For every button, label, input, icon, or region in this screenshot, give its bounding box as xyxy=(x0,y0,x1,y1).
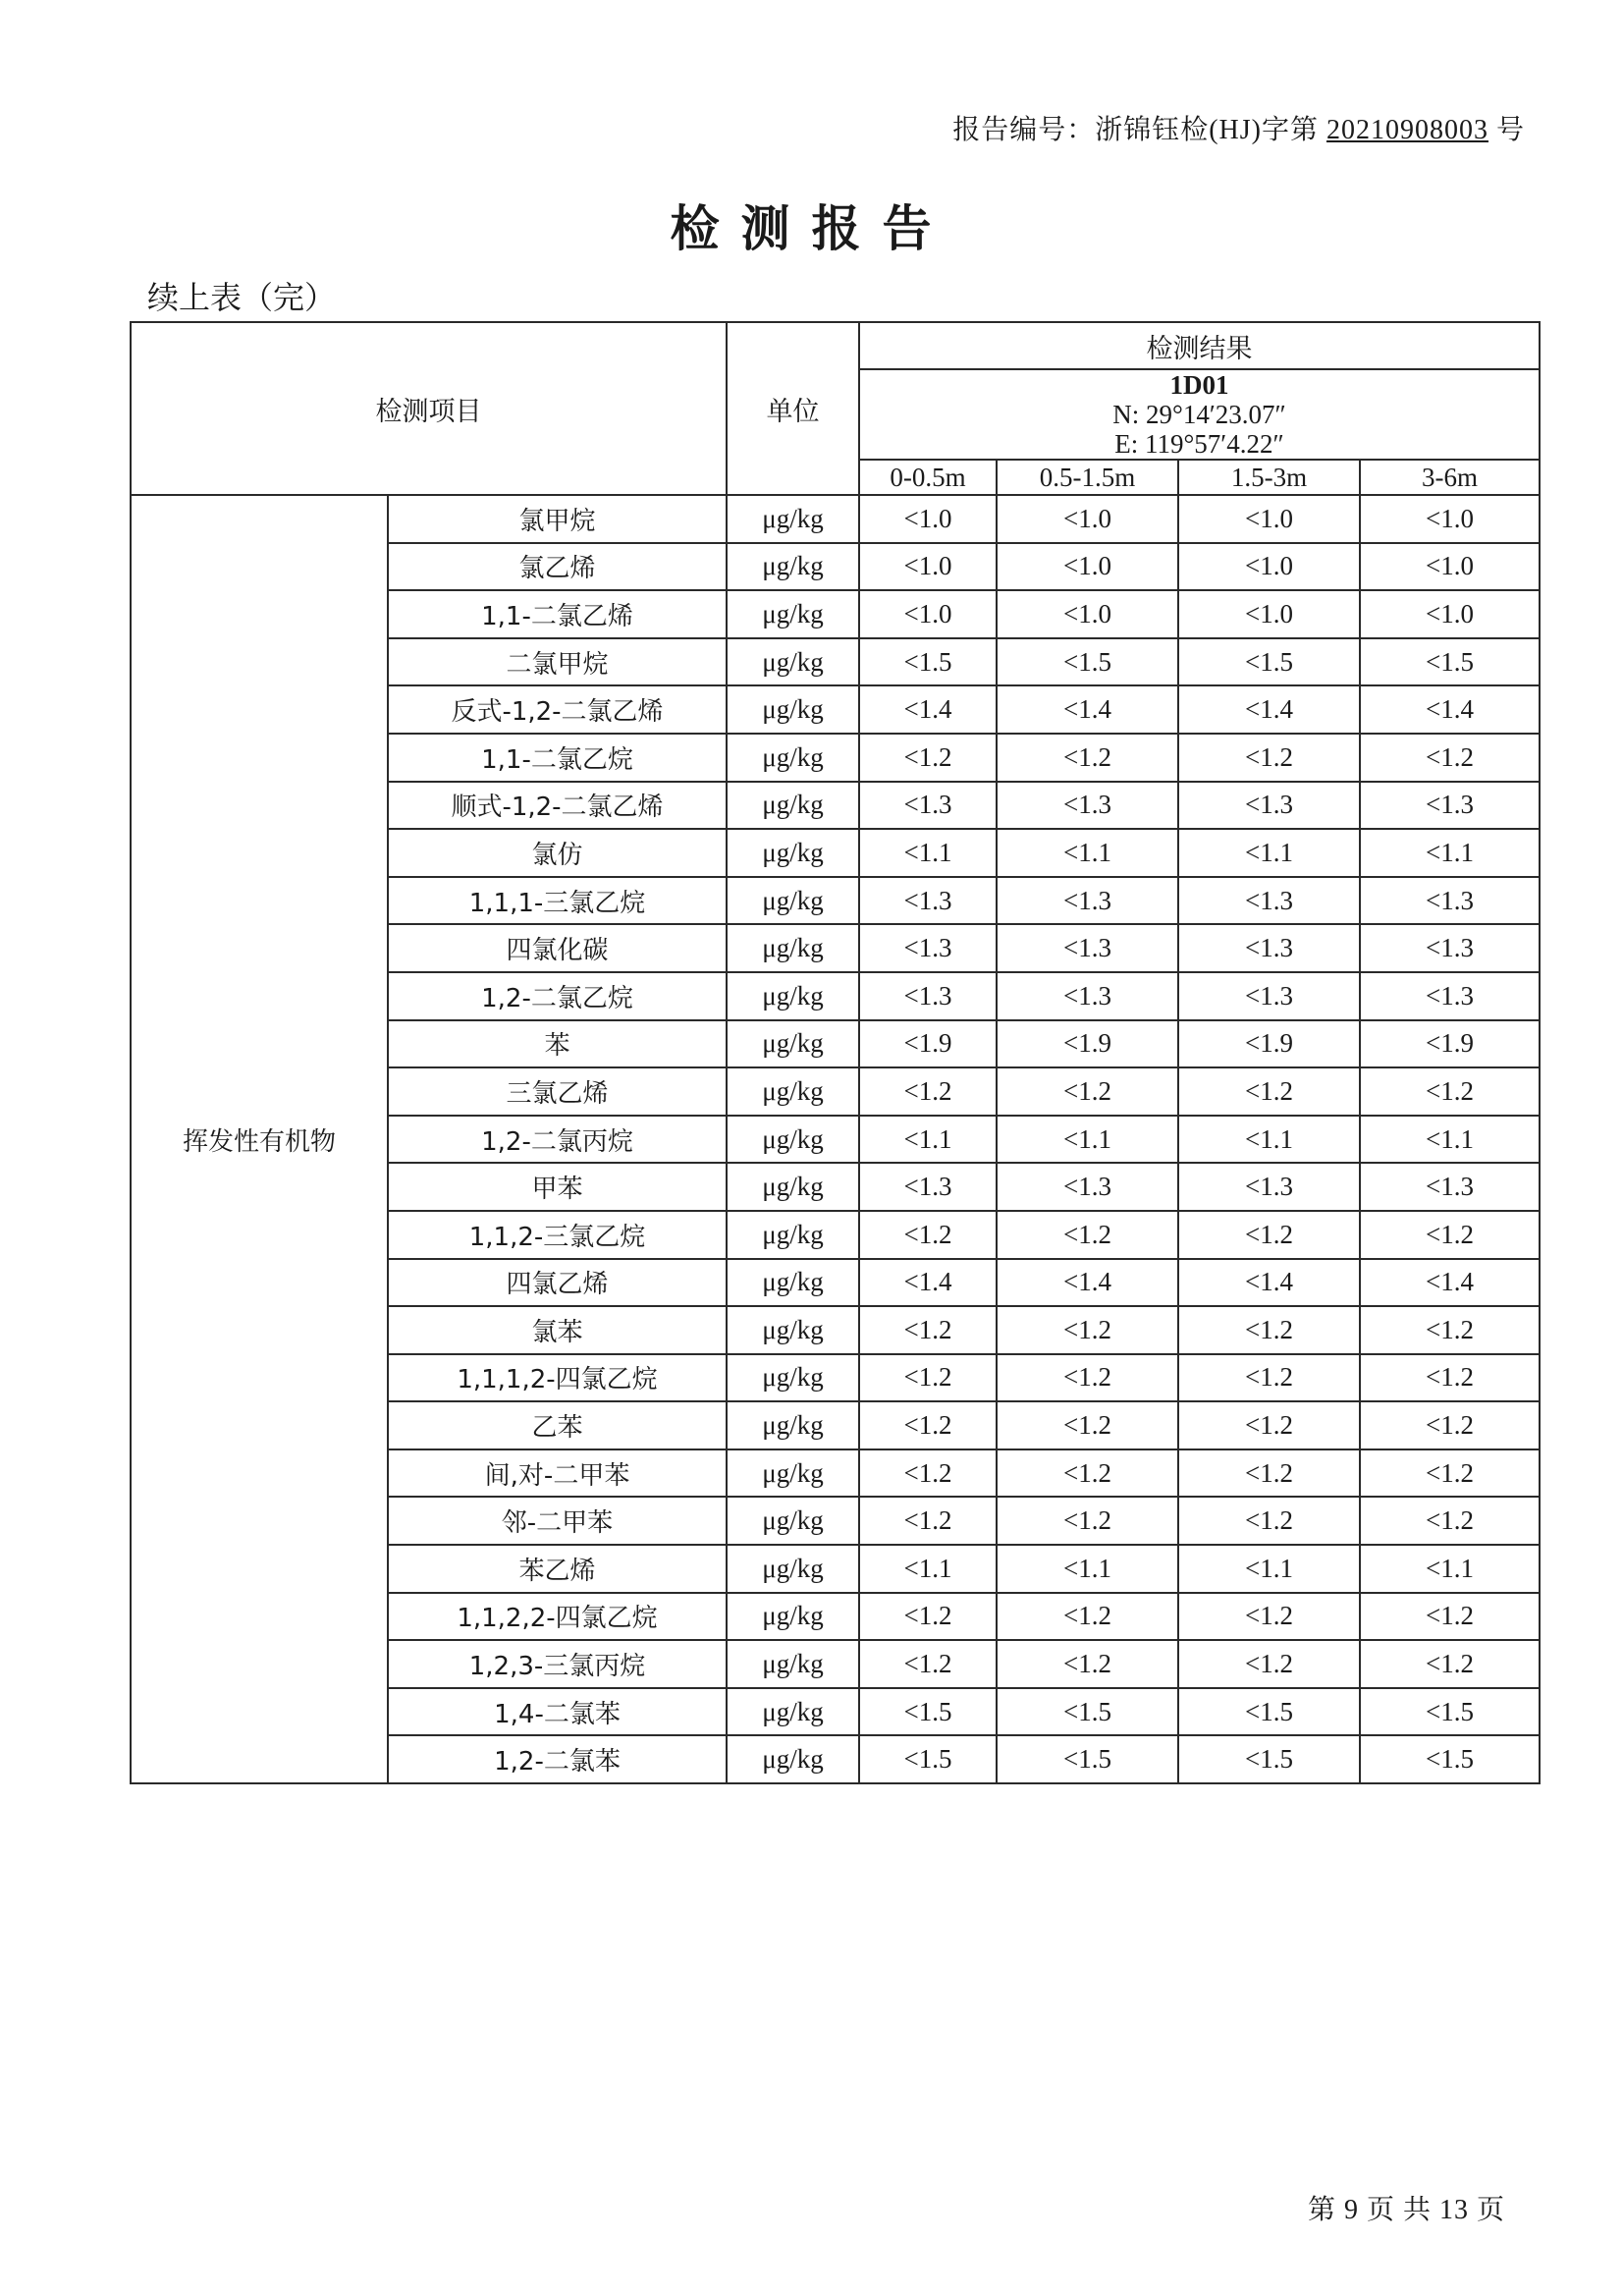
analyte-name: 1,2,3-三氯丙烷 xyxy=(388,1640,727,1688)
page-prefix: 第 xyxy=(1307,2195,1336,2225)
result-value: <1.3 xyxy=(859,1163,997,1211)
result-value: <1.4 xyxy=(1360,685,1540,734)
result-value: <1.2 xyxy=(997,734,1178,782)
analyte-name: 邻-二甲苯 xyxy=(388,1497,727,1545)
analyte-name: 1,2-二氯苯 xyxy=(388,1735,727,1783)
result-value: <1.2 xyxy=(997,1497,1178,1545)
result-value: <1.2 xyxy=(1360,1640,1540,1688)
page-title: 检测报告 xyxy=(670,200,953,257)
result-value: <1.2 xyxy=(1360,1354,1540,1402)
analyte-unit: μg/kg xyxy=(727,1735,859,1783)
result-value: <1.0 xyxy=(1178,543,1360,591)
result-value: <1.2 xyxy=(1178,1211,1360,1259)
result-value: <1.4 xyxy=(859,685,997,734)
result-value: <1.3 xyxy=(1360,1163,1540,1211)
analyte-name: 1,1,1-三氯乙烷 xyxy=(388,877,727,925)
page-number xyxy=(1308,2188,1505,2227)
page-total: 13 xyxy=(1438,2195,1469,2225)
result-value: <1.2 xyxy=(859,1211,997,1259)
result-value: <1.5 xyxy=(1178,1735,1360,1783)
result-value: <1.1 xyxy=(997,1545,1178,1593)
result-value: <1.3 xyxy=(997,1163,1178,1211)
result-value: <1.3 xyxy=(859,782,997,830)
analyte-name: 氯甲烷 xyxy=(388,495,727,543)
analyte-unit: μg/kg xyxy=(727,1401,859,1449)
result-value: <1.2 xyxy=(1360,1401,1540,1449)
point-longitude: E: 119°57′4.22″ xyxy=(1114,429,1284,459)
analyte-unit: μg/kg xyxy=(727,1593,859,1641)
result-value: <1.2 xyxy=(1360,1593,1540,1641)
report-number-suffix: 号 xyxy=(1495,115,1525,145)
result-value: <1.2 xyxy=(997,1593,1178,1641)
result-value: <1.4 xyxy=(1360,1259,1540,1307)
result-value: <1.3 xyxy=(1178,972,1360,1020)
result-value: <1.2 xyxy=(1178,1449,1360,1498)
analyte-unit: μg/kg xyxy=(727,1163,859,1211)
analyte-name: 四氯化碳 xyxy=(388,924,727,972)
analyte-unit: μg/kg xyxy=(727,1259,859,1307)
result-value: <1.1 xyxy=(1360,1545,1540,1593)
result-value: <1.2 xyxy=(1178,1640,1360,1688)
result-value: <1.1 xyxy=(997,829,1178,877)
result-value: <1.2 xyxy=(1178,734,1360,782)
analyte-unit: μg/kg xyxy=(727,1116,859,1164)
analyte-unit: μg/kg xyxy=(727,782,859,830)
result-value: <1.9 xyxy=(1178,1020,1360,1068)
analyte-name: 氯仿 xyxy=(388,829,727,877)
result-value: <1.5 xyxy=(1178,1688,1360,1736)
result-value: <1.3 xyxy=(997,877,1178,925)
result-value: <1.5 xyxy=(1360,1688,1540,1736)
analyte-unit: μg/kg xyxy=(727,1020,859,1068)
result-value: <1.2 xyxy=(1360,734,1540,782)
analyte-name: 1,1,1,2-四氯乙烷 xyxy=(388,1354,727,1402)
analyte-name: 1,1-二氯乙烷 xyxy=(388,734,727,782)
analyte-name: 甲苯 xyxy=(388,1163,727,1211)
result-value: <1.2 xyxy=(1178,1401,1360,1449)
analyte-name: 氯苯 xyxy=(388,1306,727,1354)
analyte-unit: μg/kg xyxy=(727,543,859,591)
report-number-prefix: 报告编号：浙锦钰检(HJ)字第 xyxy=(952,115,1319,145)
result-value: <1.9 xyxy=(859,1020,997,1068)
result-value: <1.5 xyxy=(1178,638,1360,686)
analyte-name: 1,1,2,2-四氯乙烷 xyxy=(388,1593,727,1641)
result-value: <1.4 xyxy=(997,1259,1178,1307)
analyte-name: 间,对-二甲苯 xyxy=(388,1449,727,1498)
result-value: <1.1 xyxy=(1178,1116,1360,1164)
result-value: <1.2 xyxy=(997,1306,1178,1354)
analyte-unit: μg/kg xyxy=(727,972,859,1020)
result-value: <1.2 xyxy=(859,1640,997,1688)
result-value: <1.2 xyxy=(1360,1067,1540,1116)
result-value: <1.2 xyxy=(1360,1306,1540,1354)
analyte-unit: μg/kg xyxy=(727,495,859,543)
result-value: <1.3 xyxy=(1178,782,1360,830)
result-value: <1.1 xyxy=(1178,829,1360,877)
analyte-name: 1,2-二氯丙烷 xyxy=(388,1116,727,1164)
analyte-unit: μg/kg xyxy=(727,877,859,925)
result-value: <1.2 xyxy=(997,1640,1178,1688)
result-value: <1.3 xyxy=(997,972,1178,1020)
result-value: <1.2 xyxy=(1360,1497,1540,1545)
analyte-unit: μg/kg xyxy=(727,638,859,686)
analyte-unit: μg/kg xyxy=(727,829,859,877)
analyte-unit: μg/kg xyxy=(727,1306,859,1354)
analyte-name: 三氯乙烯 xyxy=(388,1067,727,1116)
result-value: <1.1 xyxy=(1360,829,1540,877)
result-value: <1.3 xyxy=(1178,1163,1360,1211)
point-id: 1D01 xyxy=(1169,370,1229,400)
result-value: <1.5 xyxy=(859,638,997,686)
result-value: <1.3 xyxy=(859,972,997,1020)
analyte-unit: μg/kg xyxy=(727,1688,859,1736)
analyte-unit: μg/kg xyxy=(727,590,859,638)
header-depth-2: 1.5-3m xyxy=(1178,460,1360,495)
result-value: <1.2 xyxy=(859,734,997,782)
analyte-name: 1,2-二氯乙烷 xyxy=(388,972,727,1020)
result-value: <1.2 xyxy=(997,1354,1178,1402)
result-value: <1.2 xyxy=(997,1401,1178,1449)
result-value: <1.0 xyxy=(1360,543,1540,591)
page-suffix: 页 xyxy=(1476,2195,1505,2225)
result-value: <1.2 xyxy=(859,1497,997,1545)
result-value: <1.3 xyxy=(1178,924,1360,972)
analyte-unit: μg/kg xyxy=(727,924,859,972)
table-continuation-label: 续上表（完） xyxy=(147,279,337,316)
result-value: <1.0 xyxy=(1360,495,1540,543)
result-value: <1.5 xyxy=(1360,638,1540,686)
header-result: 检测结果 xyxy=(859,322,1540,369)
analyte-name: 顺式-1,2-二氯乙烯 xyxy=(388,782,727,830)
result-value: <1.0 xyxy=(997,543,1178,591)
header-depth-1: 0.5-1.5m xyxy=(997,460,1178,495)
header-depth-0: 0-0.5m xyxy=(859,460,997,495)
result-value: <1.2 xyxy=(859,1449,997,1498)
result-value: <1.0 xyxy=(997,590,1178,638)
analyte-unit: μg/kg xyxy=(727,1545,859,1593)
results-table xyxy=(130,321,1541,1784)
analyte-name: 苯乙烯 xyxy=(388,1545,727,1593)
result-value: <1.1 xyxy=(859,829,997,877)
result-value: <1.0 xyxy=(1178,495,1360,543)
result-value: <1.2 xyxy=(1178,1067,1360,1116)
analyte-unit: μg/kg xyxy=(727,1449,859,1498)
report-number-line xyxy=(952,108,1525,147)
result-value: <1.0 xyxy=(997,495,1178,543)
page-current: 9 xyxy=(1343,2195,1359,2225)
result-value: <1.2 xyxy=(1178,1593,1360,1641)
report-number: 20210908003 xyxy=(1325,115,1488,145)
result-value: <1.1 xyxy=(1178,1545,1360,1593)
result-value: <1.2 xyxy=(859,1401,997,1449)
result-value: <1.1 xyxy=(859,1545,997,1593)
result-value: <1.5 xyxy=(997,1735,1178,1783)
result-value: <1.0 xyxy=(1178,590,1360,638)
analyte-unit: μg/kg xyxy=(727,1640,859,1688)
result-value: <1.2 xyxy=(1360,1211,1540,1259)
result-value: <1.3 xyxy=(1360,972,1540,1020)
result-value: <1.5 xyxy=(859,1688,997,1736)
analyte-unit: μg/kg xyxy=(727,1497,859,1545)
result-value: <1.3 xyxy=(1360,782,1540,830)
result-value: <1.5 xyxy=(997,638,1178,686)
result-value: <1.2 xyxy=(859,1306,997,1354)
result-value: <1.9 xyxy=(1360,1020,1540,1068)
result-value: <1.3 xyxy=(1360,877,1540,925)
result-value: <1.4 xyxy=(1178,685,1360,734)
result-value: <1.3 xyxy=(859,924,997,972)
result-value: <1.1 xyxy=(1360,1116,1540,1164)
header-item: 检测项目 xyxy=(131,322,727,495)
result-value: <1.3 xyxy=(1360,924,1540,972)
result-value: <1.3 xyxy=(1178,877,1360,925)
result-value: <1.2 xyxy=(997,1067,1178,1116)
result-value: <1.2 xyxy=(859,1354,997,1402)
result-value: <1.2 xyxy=(997,1211,1178,1259)
result-value: <1.0 xyxy=(859,590,997,638)
result-value: <1.5 xyxy=(997,1688,1178,1736)
result-value: <1.5 xyxy=(859,1735,997,1783)
result-value: <1.3 xyxy=(859,877,997,925)
result-value: <1.3 xyxy=(997,924,1178,972)
header-depth-3: 3-6m xyxy=(1360,460,1540,495)
analyte-name: 苯 xyxy=(388,1020,727,1068)
analyte-name: 1,1,2-三氯乙烷 xyxy=(388,1211,727,1259)
analyte-name: 氯乙烯 xyxy=(388,543,727,591)
result-value: <1.1 xyxy=(997,1116,1178,1164)
result-value: <1.4 xyxy=(997,685,1178,734)
result-value: <1.1 xyxy=(859,1116,997,1164)
result-value: <1.5 xyxy=(1360,1735,1540,1783)
table-row xyxy=(131,495,1540,543)
result-value: <1.2 xyxy=(1360,1449,1540,1498)
page-mid: 页 共 xyxy=(1366,2195,1432,2225)
result-value: <1.2 xyxy=(1178,1354,1360,1402)
analyte-name: 1,1-二氯乙烯 xyxy=(388,590,727,638)
analyte-unit: μg/kg xyxy=(727,1067,859,1116)
analyte-name: 二氯甲烷 xyxy=(388,638,727,686)
category-cell: 挥发性有机物 xyxy=(131,495,388,1783)
analyte-name: 乙苯 xyxy=(388,1401,727,1449)
result-value: <1.2 xyxy=(1178,1306,1360,1354)
result-value: <1.0 xyxy=(1360,590,1540,638)
result-value: <1.4 xyxy=(859,1259,997,1307)
header-unit: 单位 xyxy=(727,322,859,495)
analyte-unit: μg/kg xyxy=(727,734,859,782)
result-value: <1.0 xyxy=(859,495,997,543)
result-value: <1.2 xyxy=(997,1449,1178,1498)
header-sampling-point xyxy=(859,369,1540,460)
result-value: <1.9 xyxy=(997,1020,1178,1068)
result-value: <1.2 xyxy=(859,1593,997,1641)
point-latitude: N: 29°14′23.07″ xyxy=(1112,400,1286,429)
analyte-name: 四氯乙烯 xyxy=(388,1259,727,1307)
analyte-unit: μg/kg xyxy=(727,1211,859,1259)
result-value: <1.2 xyxy=(1178,1497,1360,1545)
analyte-name: 1,4-二氯苯 xyxy=(388,1688,727,1736)
result-value: <1.4 xyxy=(1178,1259,1360,1307)
analyte-unit: μg/kg xyxy=(727,685,859,734)
result-value: <1.2 xyxy=(859,1067,997,1116)
result-value: <1.0 xyxy=(859,543,997,591)
analyte-name: 反式-1,2-二氯乙烯 xyxy=(388,685,727,734)
analyte-unit: μg/kg xyxy=(727,1354,859,1402)
result-value: <1.3 xyxy=(997,782,1178,830)
